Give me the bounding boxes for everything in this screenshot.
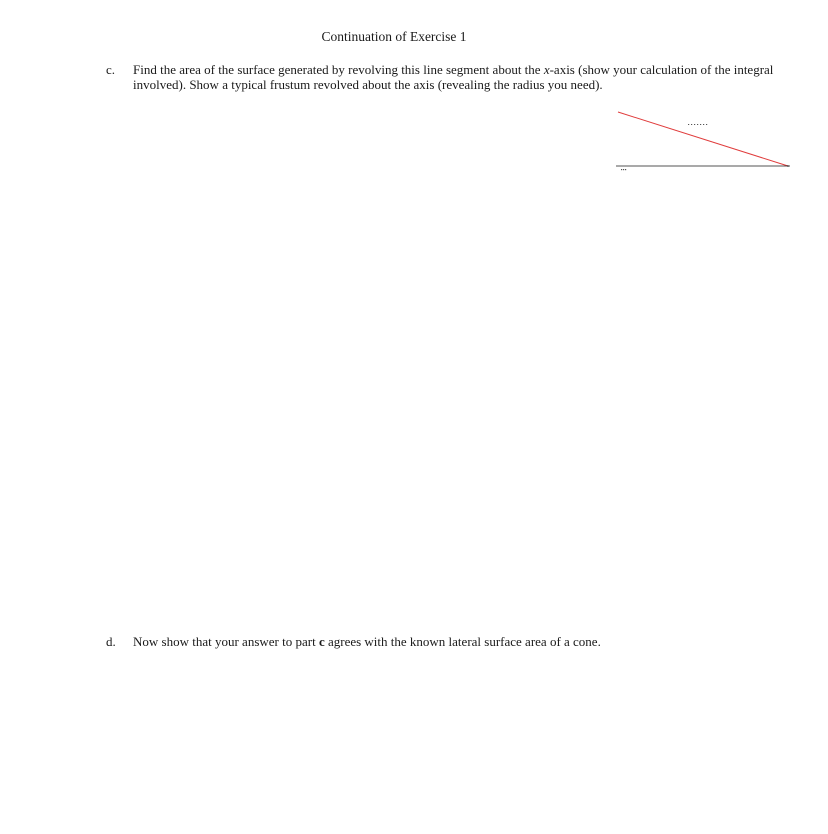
origin-label-mark — [621, 169, 626, 170]
part-d-text-before: Now show that your answer to part — [133, 634, 319, 649]
part-d-text — [133, 634, 783, 649]
part-d-marker: d. — [106, 634, 116, 649]
line-segment — [618, 112, 788, 166]
endpoint-label-mark — [688, 124, 707, 125]
part-d-text-after: agrees with the known lateral surface area of a cone. — [324, 634, 601, 649]
part-c-text-after: -axis (show your calculation of the integral involved). Show a typical frustum revolved about the axis (revealing the radius you need). — [133, 62, 774, 92]
segment-endpoint-marker — [787, 165, 789, 167]
part-c-marker: c. — [106, 62, 116, 77]
part-c-text — [133, 62, 783, 92]
part-c-axis-variable: x — [543, 62, 550, 77]
part-c-text-before: Find the area of the surface generated by revolving this line segment about the — [133, 62, 544, 77]
line-segment-diagram — [612, 104, 796, 180]
part-d-ref: c — [318, 634, 325, 649]
page-title: Continuation of Exercise 1 — [321, 29, 467, 44]
